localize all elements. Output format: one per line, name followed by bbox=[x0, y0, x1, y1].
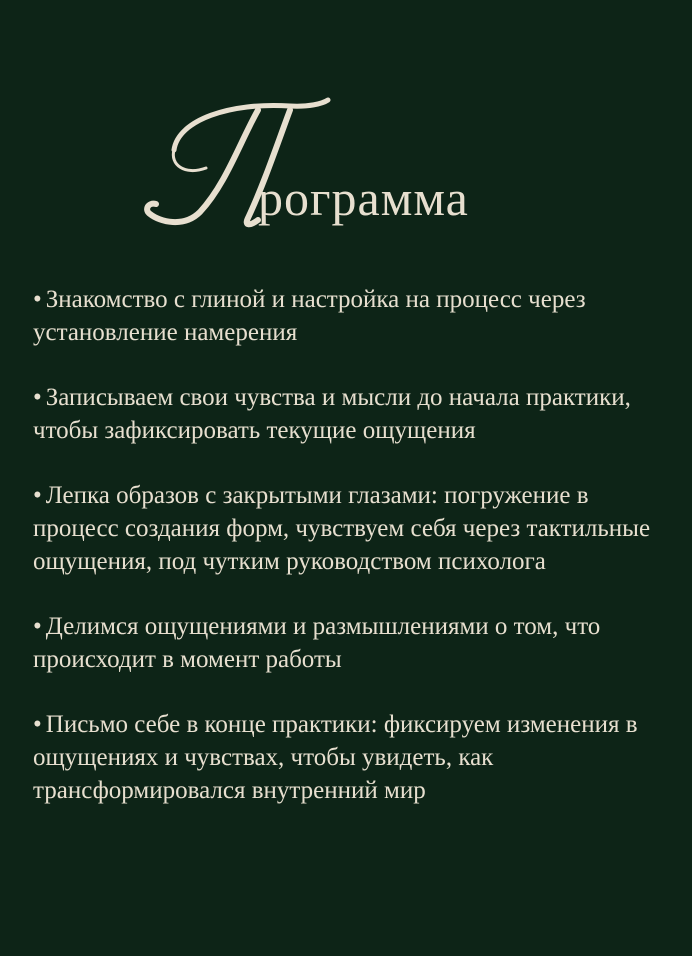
program-item-3 bbox=[33, 479, 673, 578]
program-item-5 bbox=[33, 708, 673, 807]
title-text: рограмма bbox=[258, 170, 469, 226]
page-title bbox=[0, 92, 692, 242]
program-item-1 bbox=[33, 283, 673, 349]
program-item-2 bbox=[33, 381, 673, 447]
program-list bbox=[33, 283, 673, 839]
initial-letter-loop bbox=[173, 150, 206, 171]
program-item-text: Письмо себе в конце практики: фиксируем изменения в ощущениях и чувствах, чтобы увидеть, как трансформировался внутренний мир bbox=[33, 711, 638, 804]
bullet: • bbox=[33, 482, 42, 509]
bullet: • bbox=[33, 286, 42, 313]
bullet: • bbox=[33, 384, 42, 411]
program-item-text: Делимся ощущениями и размышлениями о том, что происходит в момент работы bbox=[33, 613, 601, 673]
initial-letter-left-stem bbox=[147, 110, 258, 222]
bullet: • bbox=[33, 711, 42, 738]
program-item-text: Знакомство с глиной и настройка на процесс через установление намерения bbox=[33, 286, 586, 346]
program-item-text: Записываем свои чувства и мысли до начала практики, чтобы зафиксировать текущие ощущения bbox=[33, 384, 631, 444]
program-item-4 bbox=[33, 610, 673, 676]
bullet: • bbox=[33, 613, 42, 640]
program-item-text: Лепка образов с закрытыми глазами: погружение в процесс создания форм, чувствуем себя через тактильные ощущения, под чутким руководством психолога bbox=[33, 482, 651, 575]
